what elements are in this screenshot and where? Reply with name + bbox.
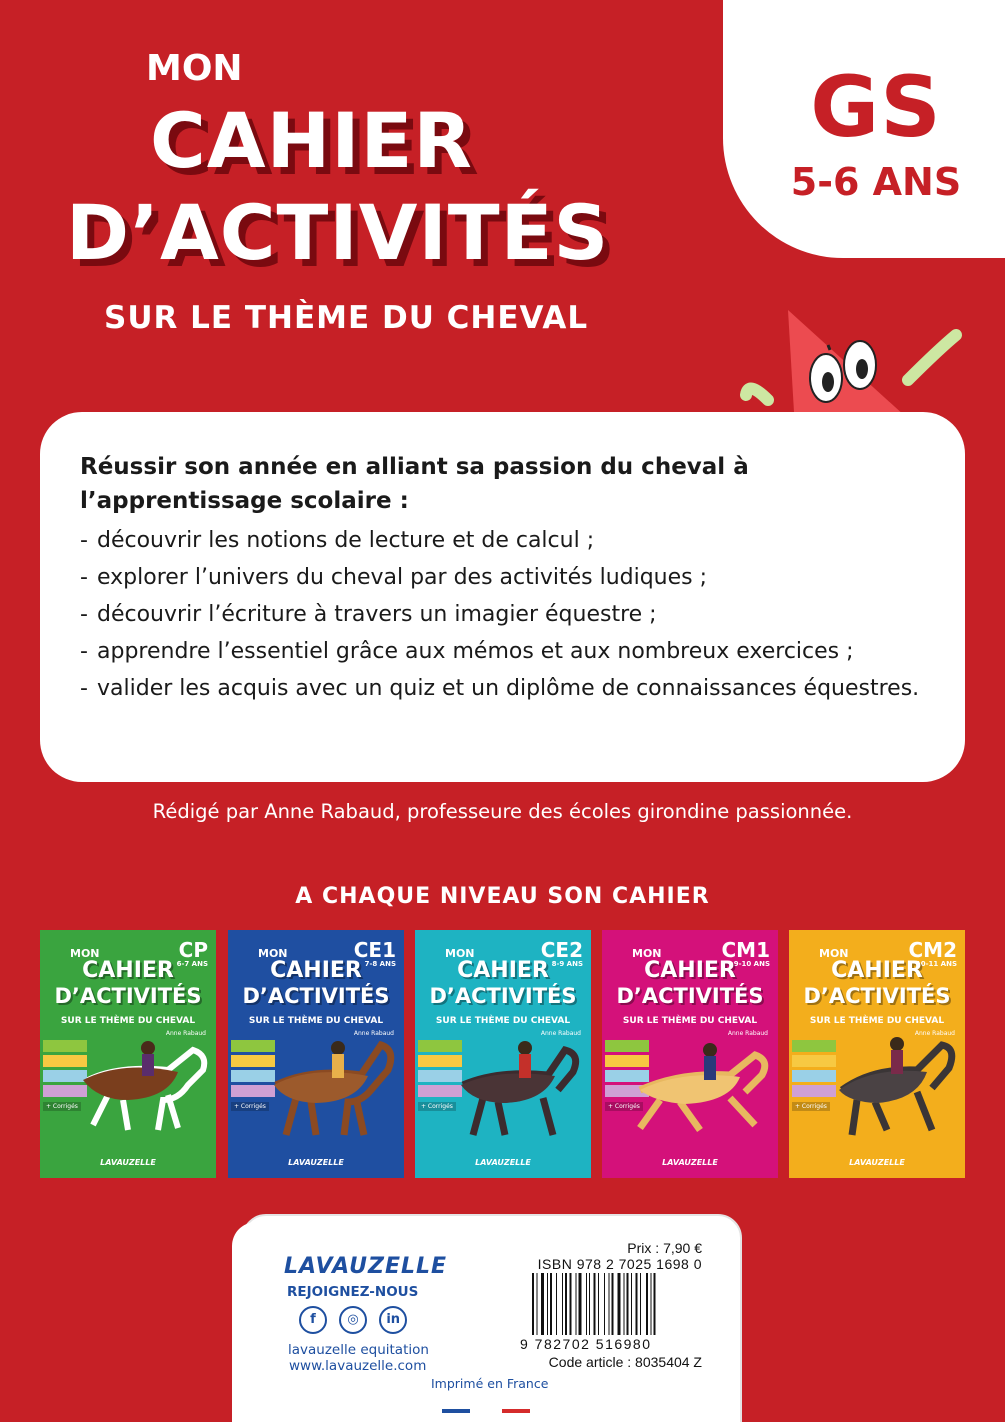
price: Prix : 7,90 € bbox=[627, 1240, 702, 1256]
level-badge bbox=[723, 0, 1005, 258]
book-cover-cm1 bbox=[602, 930, 778, 1178]
book-mon: MON bbox=[632, 947, 662, 960]
list-item: - apprendre l’essentiel grâce aux mémos et aux nombreux exercices ; bbox=[80, 639, 854, 664]
book-cover-cm2 bbox=[789, 930, 965, 1178]
book-mon: MON bbox=[445, 947, 475, 960]
book-author: Anne Rabaud bbox=[540, 1030, 581, 1037]
printed-in: Imprimé en France bbox=[431, 1376, 549, 1391]
book-brand: LAVAUZELLE bbox=[100, 1158, 156, 1167]
title-mon: MON bbox=[146, 48, 243, 89]
social-links bbox=[299, 1306, 414, 1334]
book-title: CAHIER bbox=[457, 958, 549, 983]
book-cover-ce1 bbox=[228, 930, 404, 1178]
book-cover-ce2 bbox=[415, 930, 591, 1178]
horse-rider-icon bbox=[443, 1030, 591, 1140]
book-subtitle: SUR LE THÈME DU CHEVAL bbox=[809, 1016, 945, 1026]
book-author: Anne Rabaud bbox=[353, 1030, 394, 1037]
book-level: CM1 bbox=[721, 938, 770, 962]
barcode-icon bbox=[532, 1273, 700, 1335]
book-brand: LAVAUZELLE bbox=[288, 1158, 344, 1167]
publisher-logo: LAVAUZELLE bbox=[284, 1254, 448, 1279]
book-title-2: D’ACTIVITÉS bbox=[803, 984, 951, 1008]
book-level: CP bbox=[178, 938, 208, 962]
book-corriges: + Corrigés bbox=[231, 1102, 269, 1111]
social-handle: lavauzelle equitation bbox=[288, 1342, 429, 1358]
book-author: Anne Rabaud bbox=[914, 1030, 955, 1037]
book-title: CAHIER bbox=[270, 958, 362, 983]
age-range: 5-6 ANS bbox=[790, 160, 962, 204]
facebook-icon[interactable]: f bbox=[299, 1306, 327, 1334]
book-title-2: D’ACTIVITÉS bbox=[54, 984, 202, 1008]
isbn: ISBN 978 2 7025 1698 0 bbox=[537, 1256, 702, 1272]
book-mon: MON bbox=[819, 947, 849, 960]
horse-rider-icon bbox=[817, 1030, 965, 1140]
book-cover-cp bbox=[40, 930, 216, 1178]
book-corriges: + Corrigés bbox=[418, 1102, 456, 1111]
book-title-2: D’ACTIVITÉS bbox=[429, 984, 577, 1008]
article-code: Code article : 8035404 Z bbox=[548, 1354, 702, 1370]
book-level: CE2 bbox=[540, 938, 583, 962]
book-subtitle: SUR LE THÈME DU CHEVAL bbox=[622, 1016, 758, 1026]
book-age: 10-11 ANS bbox=[915, 960, 957, 968]
description-card bbox=[40, 412, 965, 782]
book-series bbox=[40, 930, 965, 1178]
book-corriges: + Corrigés bbox=[43, 1102, 81, 1111]
book-level: CE1 bbox=[353, 938, 396, 962]
benefit-list bbox=[80, 522, 940, 707]
title-line-1: CAHIER bbox=[150, 96, 473, 185]
card-lead: Réussir son année en alliant sa passion du cheval à l’apprentissage scolaire : bbox=[80, 454, 749, 514]
book-author: Anne Rabaud bbox=[727, 1030, 768, 1037]
level-label: GS bbox=[810, 58, 942, 156]
book-level: CM2 bbox=[908, 938, 957, 962]
list-item: - valider les acquis avec un quiz et un diplôme de connaissances équestres. bbox=[80, 676, 920, 701]
book-age: 6-7 ANS bbox=[176, 960, 208, 968]
book-corriges: + Corrigés bbox=[792, 1102, 830, 1111]
book-brand: LAVAUZELLE bbox=[662, 1158, 718, 1167]
book-mon: MON bbox=[70, 947, 100, 960]
book-title-2: D’ACTIVITÉS bbox=[242, 984, 390, 1008]
book-title-2: D’ACTIVITÉS bbox=[616, 984, 764, 1008]
book-mon: MON bbox=[258, 947, 288, 960]
author-note: Rédigé par Anne Rabaud, professeure des écoles girondine passionnée. bbox=[152, 800, 853, 823]
instagram-icon[interactable]: ◎ bbox=[339, 1306, 367, 1334]
book-age: 8-9 ANS bbox=[551, 960, 583, 968]
title-line-2: D’ACTIVITÉS bbox=[66, 188, 610, 277]
list-item: - explorer l’univers du cheval par des activités ludiques ; bbox=[80, 565, 708, 590]
list-item: - découvrir l’écriture à travers un imagier équestre ; bbox=[80, 602, 657, 627]
book-title: CAHIER bbox=[82, 958, 174, 983]
book-age: 7-8 ANS bbox=[364, 960, 396, 968]
subtitle: SUR LE THÈME DU CHEVAL bbox=[104, 300, 589, 336]
book-subtitle: SUR LE THÈME DU CHEVAL bbox=[248, 1016, 384, 1026]
list-item: - découvrir les notions de lecture et de calcul ; bbox=[80, 528, 595, 553]
book-corriges: + Corrigés bbox=[605, 1102, 643, 1111]
barcode-number: 9 782702 516980 bbox=[520, 1336, 652, 1352]
book-title: CAHIER bbox=[644, 958, 736, 983]
french-flag-icon bbox=[442, 1398, 532, 1402]
series-heading: A CHAQUE NIVEAU SON CAHIER bbox=[295, 884, 710, 909]
book-brand: LAVAUZELLE bbox=[849, 1158, 905, 1167]
book-subtitle: SUR LE THÈME DU CHEVAL bbox=[60, 1016, 196, 1026]
website-link[interactable]: www.lavauzelle.com bbox=[289, 1358, 427, 1374]
book-brand: LAVAUZELLE bbox=[475, 1158, 531, 1167]
horse-rider-icon bbox=[68, 1030, 216, 1140]
book-title: CAHIER bbox=[831, 958, 923, 983]
horse-rider-icon bbox=[630, 1030, 778, 1140]
book-subtitle: SUR LE THÈME DU CHEVAL bbox=[435, 1016, 571, 1026]
linkedin-icon[interactable]: in bbox=[379, 1306, 407, 1334]
book-author: Anne Rabaud bbox=[165, 1030, 206, 1037]
book-age: 9-10 ANS bbox=[733, 960, 770, 968]
join-label: REJOIGNEZ-NOUS bbox=[287, 1284, 419, 1300]
horse-rider-icon bbox=[256, 1030, 404, 1140]
